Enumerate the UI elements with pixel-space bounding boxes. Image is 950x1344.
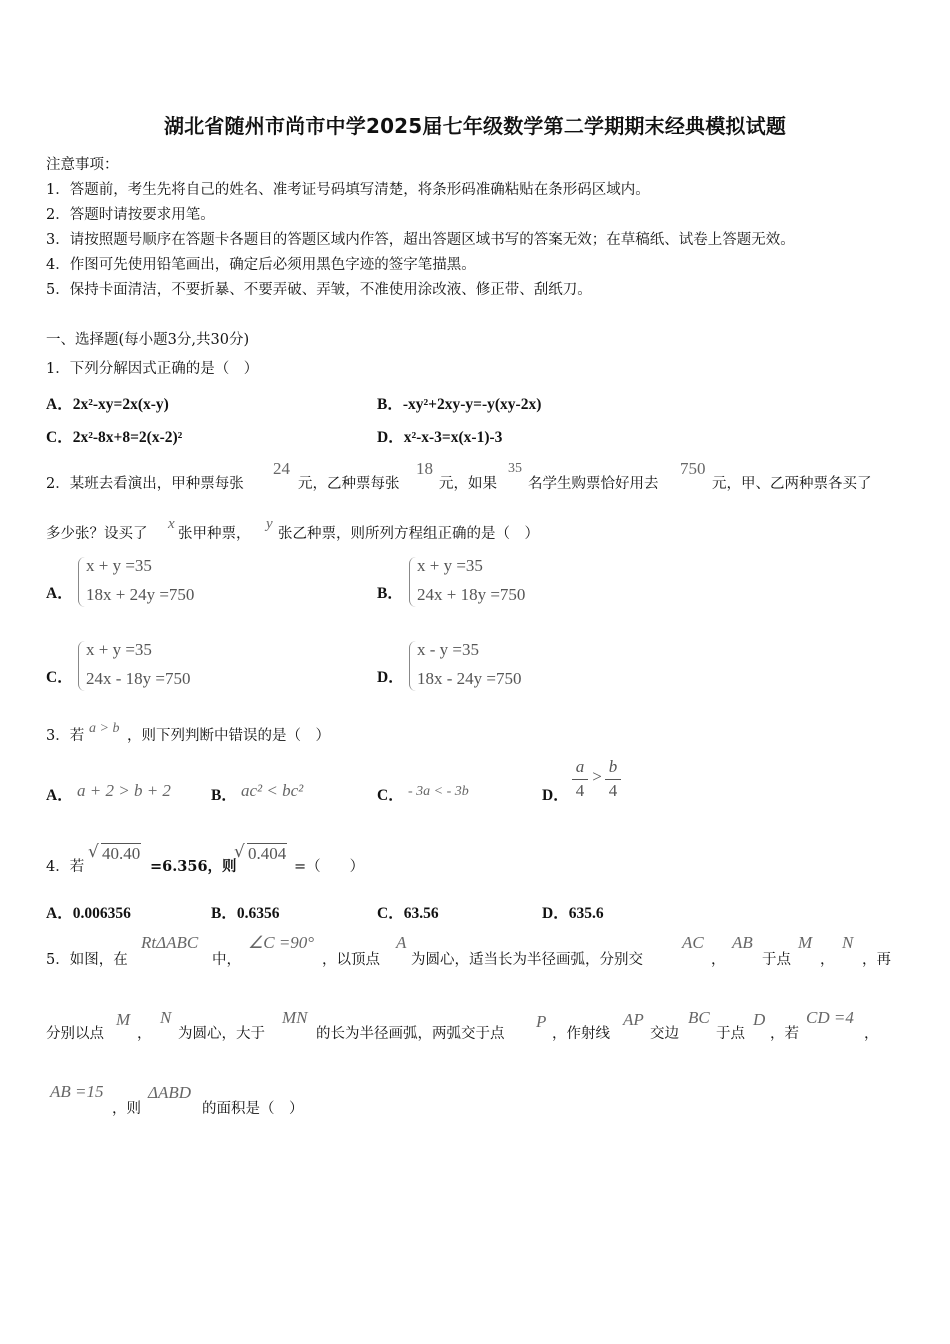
q2-num-18: 18 <box>416 459 433 478</box>
q3-option-d-op: > <box>592 767 602 786</box>
q2-option-d-label: D． <box>377 669 404 686</box>
q2-text-7: 张甲种票， <box>178 526 251 542</box>
q3-text-2: ，则下列判断中错误的是（ ） <box>127 728 330 744</box>
q5-math-d: D <box>753 1010 766 1029</box>
q2-option-a-eq1: x + y =35 <box>86 556 152 575</box>
q2-text-2: 元，乙种票每张 <box>298 476 400 492</box>
q2-option-c-label: C． <box>46 669 73 686</box>
q5-text-11: 为圆心，大于 <box>178 1026 265 1042</box>
q3-option-d-den2: 4 <box>608 781 618 800</box>
q5-math-angle: ∠C =90° <box>248 933 315 952</box>
q1-option-d-text: x²-x-3=x(x-1)-3 <box>403 429 503 446</box>
q5-math-a: A <box>396 933 407 952</box>
q5-math-abd: ΔABD <box>148 1083 192 1102</box>
q2-option-b-label: B． <box>377 585 403 602</box>
q4-text-2: =6.356，则 <box>150 858 237 875</box>
q5-math-m: M <box>798 933 813 952</box>
notice-item-4: 4．作图可先使用铅笔画出，确定后必须用黑色字迹的签字笔描黑。 <box>46 257 476 273</box>
q5-math-triangle: RtΔABC <box>141 933 199 952</box>
q4-root1-value: 40.40 <box>102 844 141 863</box>
q4-text-3: =（ ） <box>294 859 365 875</box>
q3-option-c-label: C． <box>377 787 404 804</box>
q4-root2-value: 0.404 <box>248 844 287 863</box>
q5-text-19: 的面积是（ ） <box>202 1101 304 1117</box>
q2-var-x: x <box>168 516 175 532</box>
q5-text-10: ， <box>137 1026 152 1042</box>
section-heading: 一、选择题(每小题3分,共30分) <box>46 332 250 348</box>
notice-item-2: 2．答题时请按要求用笔。 <box>46 207 215 223</box>
q3-text-1: 3．若 <box>46 728 85 744</box>
q5-math-n2: N <box>160 1008 172 1027</box>
q2-option-d-eq1: x - y =35 <box>417 640 479 659</box>
q3-option-d-num2: b <box>608 757 618 776</box>
q3-option-d-den1: 4 <box>575 781 585 800</box>
q4-option-b: B．0.6356 <box>211 905 280 922</box>
q5-math-p: P <box>536 1012 547 1031</box>
q2-option-d-eq2: 18x - 24y =750 <box>417 669 522 688</box>
q4-option-c-text: 63.56 <box>403 905 439 922</box>
q5-text-14: 交边 <box>650 1026 679 1042</box>
q1-option-b-text: -xy²+2xy-y=-y(xy-2x) <box>402 396 542 413</box>
q3-option-d-bar1 <box>572 779 588 780</box>
q4-option-b-text: 0.6356 <box>236 905 280 922</box>
q4-text-1: 4．若 <box>46 859 85 875</box>
q3-option-d-label: D． <box>542 787 569 804</box>
q3-option-b-label: B． <box>211 787 237 804</box>
q2-text-3: 元，如果 <box>439 476 497 492</box>
q5-text-18: ，则 <box>112 1101 141 1117</box>
q2-text-5: 元，甲、乙两种票各买了 <box>712 476 872 492</box>
q3-option-c-text: - 3a < - 3b <box>408 784 469 799</box>
q4-root2-sign: √ <box>234 842 245 862</box>
q5-math-mn: MN <box>282 1008 308 1027</box>
q4-option-a-text: 0.006356 <box>72 905 131 922</box>
q2-num-35: 35 <box>508 461 522 476</box>
q4-option-d: D．635.6 <box>542 905 604 922</box>
notice-item-3: 3．请按照题号顺序在答题卡各题目的答题区域内作答，超出答题区域书写的答案无效；在草稿纸、试卷上答题无效。 <box>46 232 795 248</box>
q2-option-a-label: A． <box>46 585 73 602</box>
q2-text-6: 多少张？设买了 <box>46 526 148 542</box>
q2-option-c-eq2: 24x - 18y =750 <box>86 669 191 688</box>
q5-text-8: ，再 <box>862 952 891 968</box>
q5-text-7: ， <box>820 952 835 968</box>
q2-num-24: 24 <box>273 459 290 478</box>
notice-heading: 注意事项： <box>46 157 119 173</box>
q5-math-cd: CD =4 <box>806 1008 854 1027</box>
q1-option-c-text: 2x²-8x+8=2(x-2)² <box>72 429 183 446</box>
q5-text-13: ，作射线 <box>552 1026 610 1042</box>
q2-text-8: 张乙种票，则所列方程组正确的是（ ） <box>278 526 539 542</box>
q1-option-d: D．x²-x-3=x(x-1)-3 <box>377 429 503 446</box>
q5-text-3: ，以顶点 <box>322 952 380 968</box>
q4-root1-sign: √ <box>88 842 99 862</box>
q2-option-b-eq2: 24x + 18y =750 <box>417 585 526 604</box>
q5-math-ac: AC <box>682 933 704 952</box>
q3-condition: a > b <box>89 721 120 736</box>
q5-text-6: 于点 <box>762 952 791 968</box>
notice-item-5: 5．保持卡面清洁，不要折暴、不要弄破、弄皱，不准使用涂改液、修正带、刮纸刀。 <box>46 282 592 298</box>
q5-math-ap: AP <box>623 1010 644 1029</box>
q4-option-d-text: 635.6 <box>568 905 604 922</box>
q2-text-4: 名学生购票恰好用去 <box>528 476 659 492</box>
q2-var-y: y <box>266 516 273 532</box>
q2-text-1: 2．某班去看演出，甲种票每张 <box>46 476 244 492</box>
exam-title: 湖北省随州市尚市中学2025届七年级数学第二学期期末经典模拟试题 <box>163 114 787 138</box>
q2-option-a-eq2: 18x + 24y =750 <box>86 585 195 604</box>
q5-text-12: 的长为半径画弧，两弧交于点 <box>316 1026 505 1042</box>
q1-option-b: B．-xy²+2xy-y=-y(xy-2x) <box>377 396 542 413</box>
q5-text-9: 分别以点 <box>46 1026 104 1042</box>
q1-option-c: C．2x²-8x+8=2(x-2)² <box>46 429 183 446</box>
q3-option-a-text: a + 2 > b + 2 <box>77 781 171 800</box>
q3-option-d-bar2 <box>605 779 621 780</box>
q5-text-16: ，若 <box>770 1026 799 1042</box>
q5-math-bc: BC <box>688 1008 710 1027</box>
q2-option-b-eq1: x + y =35 <box>417 556 483 575</box>
question-1-stem: 1．下列分解因式正确的是（ ） <box>46 361 259 377</box>
q5-math-ab15: AB =15 <box>50 1082 104 1101</box>
q4-option-c: C．63.56 <box>377 905 439 922</box>
q2-num-750: 750 <box>680 459 706 478</box>
q5-math-ab: AB <box>732 933 753 952</box>
q2-option-c-eq1: x + y =35 <box>86 640 152 659</box>
notice-item-1: 1．答题前，考生先将自己的姓名、准考证号码填写清楚，将条形码准确粘贴在条形码区域内。 <box>46 182 650 198</box>
q5-text-15: 于点 <box>716 1026 745 1042</box>
q5-text-2: 中， <box>212 952 241 968</box>
q3-option-b-text: ac² < bc² <box>241 781 304 800</box>
q3-option-a-label: A． <box>46 787 73 804</box>
q5-math-n: N <box>842 933 854 952</box>
q1-option-a: A．2x²-xy=2x(x-y) <box>46 396 169 413</box>
q5-text-1: 5．如图，在 <box>46 952 128 968</box>
q1-option-a-text: 2x²-xy=2x(x-y) <box>72 396 169 413</box>
q4-option-a: A．0.006356 <box>46 905 131 922</box>
q5-text-5: ， <box>711 952 726 968</box>
q3-option-d-num1: a <box>575 757 585 776</box>
q5-text-17: ， <box>864 1026 879 1042</box>
q5-text-4: 为圆心，适当长为半径画弧，分别交 <box>411 952 643 968</box>
q5-math-m2: M <box>116 1010 131 1029</box>
